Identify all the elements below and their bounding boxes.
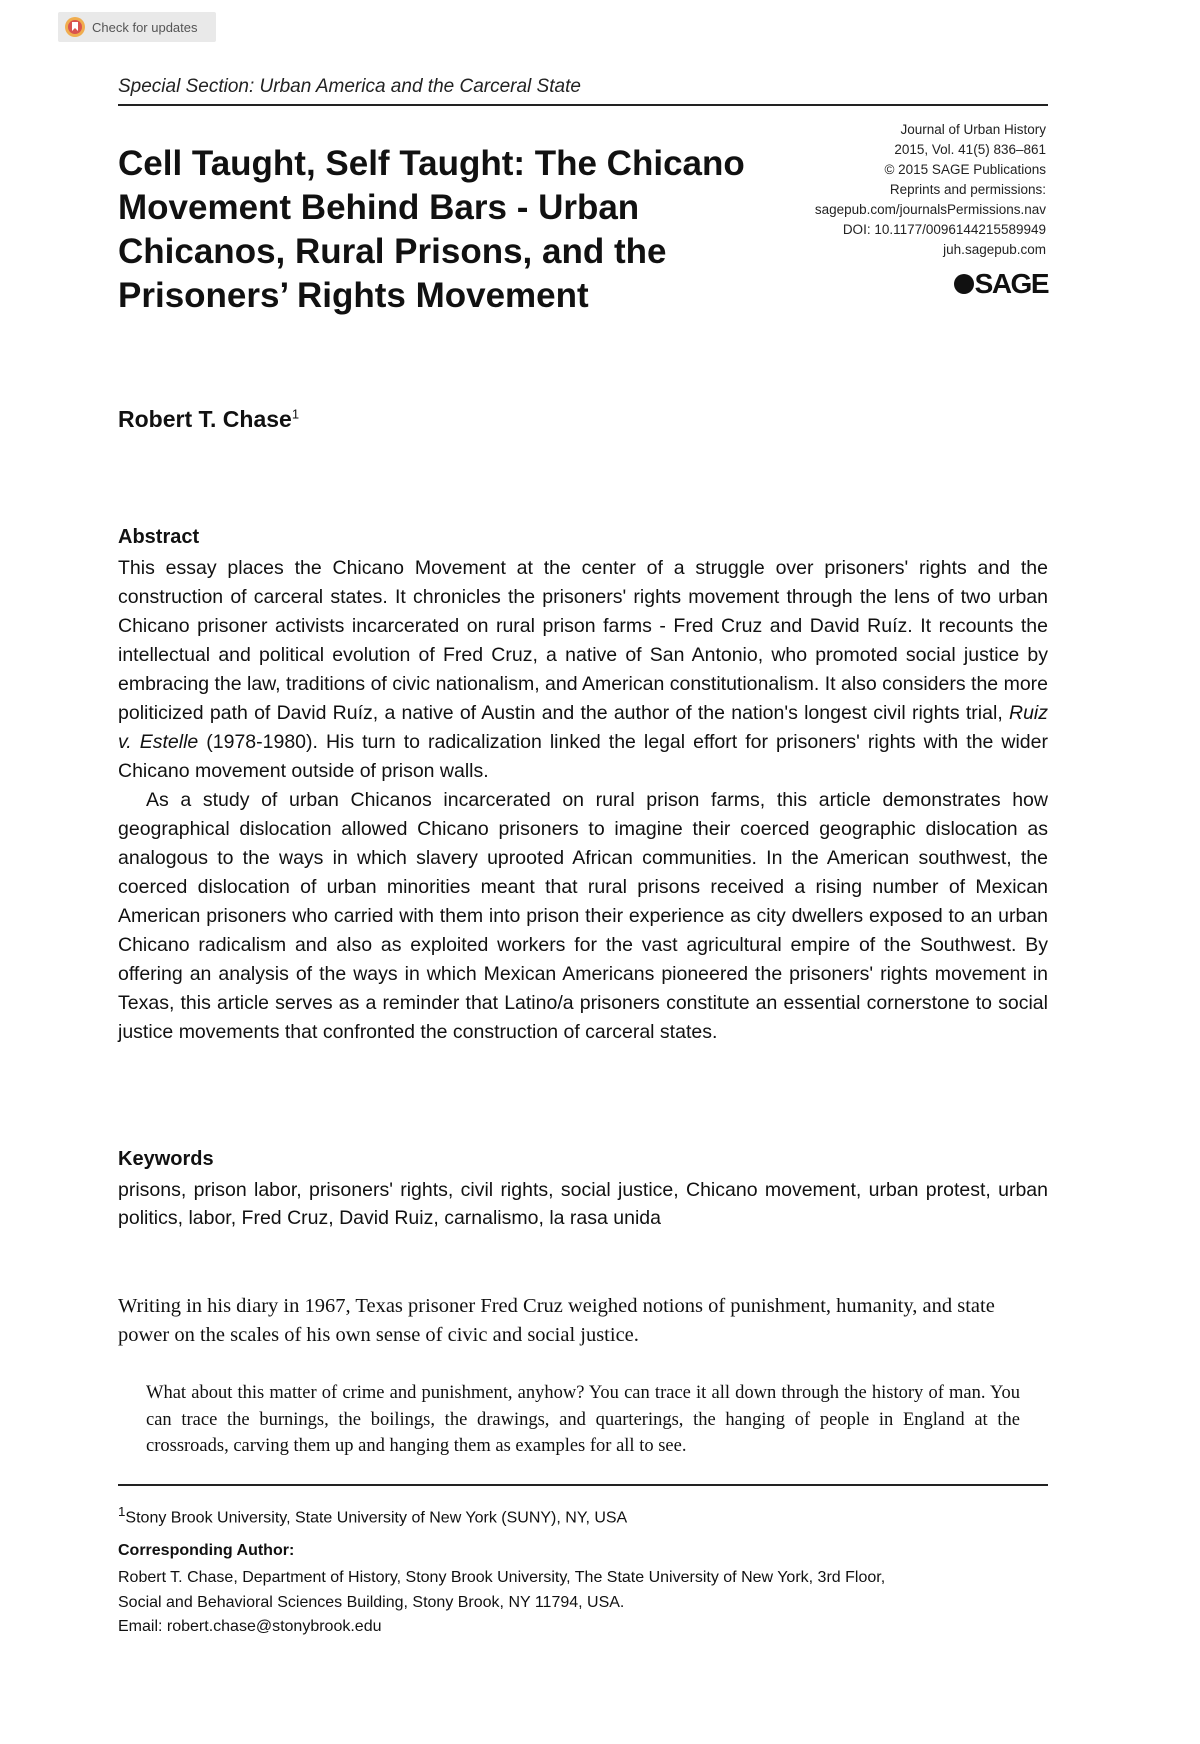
journal-permissions-link[interactable]: sagepub.com/journalsPermissions.nav [814,202,1046,217]
corresponding-author-details [118,1566,1048,1640]
article-title: Cell Taught, Self Taught: The Chicano Movement Behind Bars - Urban Chicanos, Rural Prisons, and the Prisoners’ Rights Movement [118,144,745,315]
author-affiliation-marker: 1 [291,406,300,422]
journal-reprints: Reprints and permissions: [889,182,1046,197]
author-name-text: Robert T. Chase [118,406,292,432]
badge-label: Check for updates [92,19,198,35]
journal-copyright: © 2015 SAGE Publications [884,162,1046,177]
update-icon [64,16,86,38]
header-divider [118,104,1048,106]
affiliation-text: Stony Brook University, State University of New York (SUNY), NY, USA [125,1509,628,1527]
corresponding-author-heading: Corresponding Author: [118,1542,295,1559]
body-intro-paragraph: Writing in his diary in 1967, Texas prisoner Fred Cruz weighed notions of punishment, humanity, and state power on the scales of his own sense of civic and social justice. [118,1295,995,1346]
abstract-paragraph-1 [118,554,1048,786]
journal-url[interactable]: juh.sagepub.com [943,242,1046,257]
footnote-divider [118,1484,1048,1486]
abstract-heading: Abstract [118,526,200,548]
abstract-case-name: Ruiz v. Estelle [118,702,1048,753]
keywords-heading: Keywords [118,1148,214,1170]
abstract-p1-text: This essay places the Chicano Movement at the center of a struggle over prisoners' rights and the construction of carceral states. It chronicles the prisoners' rights movement through the lens of two urban Chicano prisoner activists incarcerated on rural prison farms - Fred Cruz and David Ruíz. It recounts the intellectual and political evolution of Fred Cruz, a native of San Antonio, who promoted social justice by embracing the law, traditions of civic nationalism, and American constitutionalism. It also considers the more politicized path of David Ruíz, a native of Austin and the author of the nation's longest civil rights trial, [118,557,1048,724]
journal-volume: 2015, Vol. 41(5) 836–861 [894,142,1046,157]
journal-doi[interactable]: DOI: 10.1177/0096144215589949 [842,222,1046,237]
abstract-p1-text-end: (1978-1980). His turn to radicalization linked the legal effort for prisoners' rights with the wider Chicano movement outside of prison walls. [118,731,1048,782]
block-quote: What about this matter of crime and punishment, anyhow? You can trace it all down through the history of man. You can trace the burnings, the boilings, the drawings, and quarterings, the hanging of people in England at the crossroads, carving them up and hanging them as examples for all to see. [146,1383,1020,1456]
affiliation-marker: 1 [118,1504,126,1519]
corresponding-author-line-2: Social and Behavioral Sciences Building, Stony Brook, NY 11794, USA. [118,1593,625,1611]
keywords-list: prisons, prison labor, prisoners' rights, civil rights, social justice, Chicano movement, urban protest, urban politics, labor, Fred Cruz, David Ruiz, carnalismo, la rasa unida [118,1179,1048,1229]
sage-logo-mark-icon [954,274,974,294]
abstract-body [118,554,1048,1047]
journal-info [815,120,1046,260]
journal-name: Journal of Urban History [900,122,1046,137]
affiliation-footnote [118,1504,627,1527]
corresponding-author-email[interactable]: Email: robert.chase@stonybrook.edu [118,1618,382,1635]
sage-logo [954,268,1048,300]
sage-logo-text: SAGE [974,268,1048,299]
section-label: Special Section: Urban America and the Carceral State [118,76,581,97]
abstract-paragraph-2: As a study of urban Chicanos incarcerated on rural prison farms, this article demonstrates how geographical dislocation allowed Chicano prisoners to imagine their coerced geographic dislocation as analogous to the ways in which slavery uprooted African communities. In the American southwest, the coerced dislocation of urban minorities meant that rural prisons received a rising number of Mexican American prisoners who carried with them into prison their experience as city dwellers exposed to an urban Chicano radicalism and also as exploited workers for the vast agricultural empire of the Southwest. By offering an analysis of the ways in which Mexican Americans pioneered the prisoners' rights movement in Texas, this article serves as a reminder that Latino/a prisoners constitute an essential cornerstone to social justice movements that confronted the construction of carceral states. [118,789,1048,1043]
author-name [118,406,299,433]
check-for-updates-badge[interactable] [58,12,216,42]
corresponding-author-line-1: Robert T. Chase, Department of History, Stony Brook University, The State University of New York, 3rd Floor, [118,1569,886,1586]
